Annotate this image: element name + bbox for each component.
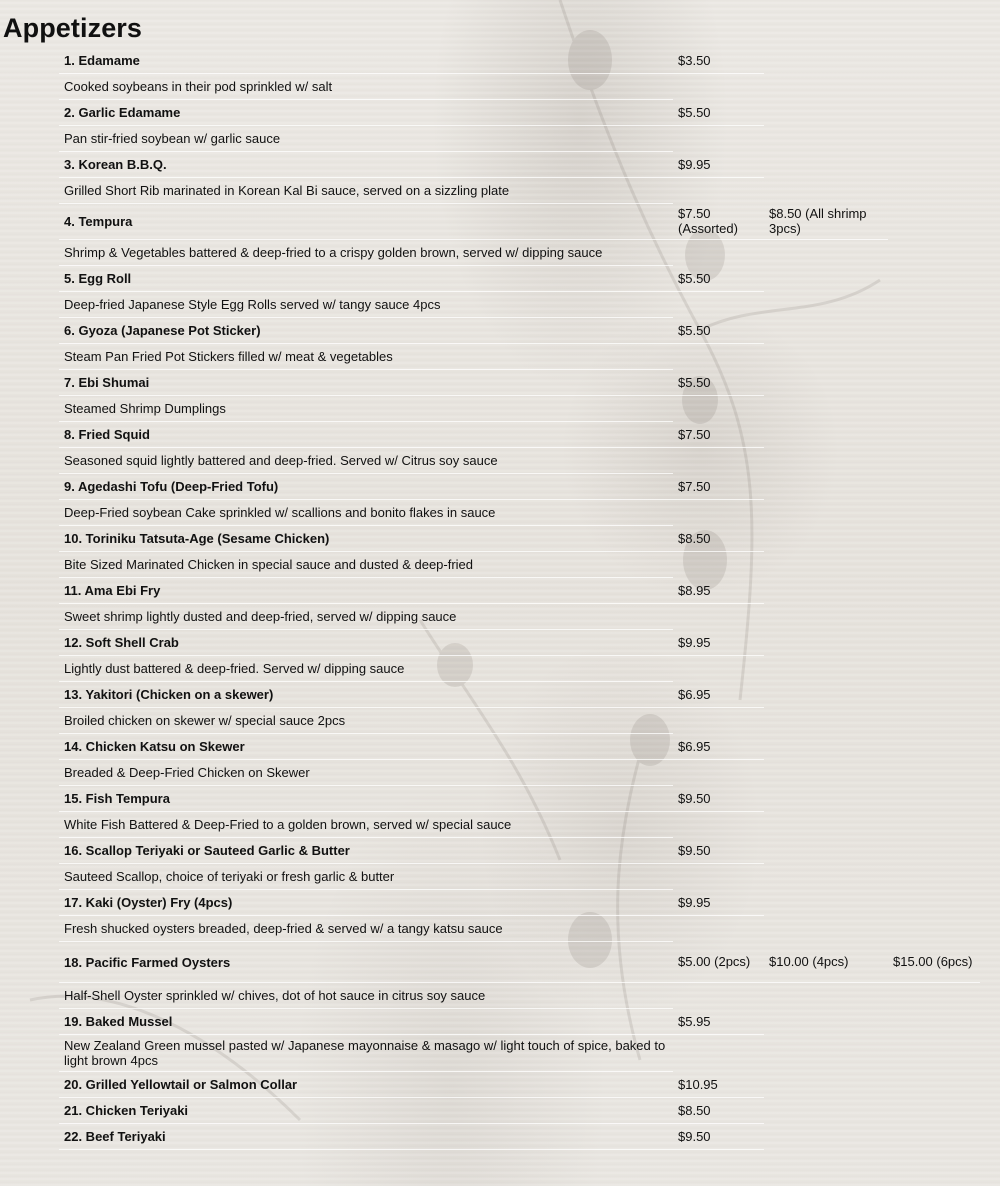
empty-cell bbox=[888, 708, 980, 734]
empty-cell bbox=[673, 983, 764, 1009]
empty-cell bbox=[673, 916, 764, 942]
empty-cell bbox=[764, 708, 888, 734]
menu-table-body bbox=[59, 48, 980, 1150]
menu-table bbox=[59, 48, 980, 1150]
empty-price-cell bbox=[764, 682, 888, 708]
empty-price-cell bbox=[888, 422, 980, 448]
menu-item-description: Seasoned squid lightly battered and deep-fried. Served w/ Citrus soy sauce bbox=[59, 448, 673, 474]
menu-item-name: 15. Fish Tempura bbox=[59, 786, 673, 812]
empty-cell bbox=[764, 604, 888, 630]
menu-item-description: Deep-fried Japanese Style Egg Rolls served w/ tangy sauce 4pcs bbox=[59, 292, 673, 318]
empty-cell bbox=[764, 292, 888, 318]
page-title: Appetizers bbox=[3, 13, 143, 43]
menu-item-price: $9.95 bbox=[673, 630, 764, 656]
empty-price-cell bbox=[764, 1124, 888, 1150]
menu-item-description: Fresh shucked oysters breaded, deep-fried & served w/ a tangy katsu sauce bbox=[59, 916, 673, 942]
empty-cell bbox=[888, 1035, 980, 1072]
empty-cell bbox=[888, 448, 980, 474]
empty-cell bbox=[888, 983, 980, 1009]
menu-item-row bbox=[59, 526, 980, 552]
empty-price-cell bbox=[888, 370, 980, 396]
empty-cell bbox=[673, 448, 764, 474]
empty-price-cell bbox=[888, 890, 980, 916]
menu-item-name: 6. Gyoza (Japanese Pot Sticker) bbox=[59, 318, 673, 344]
menu-item-row bbox=[59, 630, 980, 656]
empty-cell bbox=[888, 240, 980, 266]
empty-cell bbox=[673, 292, 764, 318]
empty-price-cell bbox=[888, 630, 980, 656]
empty-price-cell bbox=[764, 318, 888, 344]
empty-price-cell bbox=[764, 734, 888, 760]
menu-item-price: $9.50 bbox=[673, 1124, 764, 1150]
empty-price-cell bbox=[888, 100, 980, 126]
menu-item-price: $5.50 bbox=[673, 370, 764, 396]
empty-cell bbox=[673, 396, 764, 422]
empty-cell bbox=[673, 344, 764, 370]
menu-item-row bbox=[59, 1098, 980, 1124]
menu-item-price: $10.00 (4pcs) bbox=[764, 942, 888, 983]
menu-item-description: Steam Pan Fried Pot Stickers filled w/ meat & vegetables bbox=[59, 344, 673, 370]
empty-price-cell bbox=[888, 786, 980, 812]
empty-cell bbox=[673, 1035, 764, 1072]
menu-item-price: $8.50 (All shrimp 3pcs) bbox=[764, 204, 888, 240]
empty-price-cell bbox=[888, 1124, 980, 1150]
empty-price-cell bbox=[888, 1072, 980, 1098]
menu-item-description: Steamed Shrimp Dumplings bbox=[59, 396, 673, 422]
menu-item-row bbox=[59, 266, 980, 292]
empty-cell bbox=[673, 812, 764, 838]
menu-item-price: $5.00 (2pcs) bbox=[673, 942, 764, 983]
empty-price-cell bbox=[888, 838, 980, 864]
menu-item-description: Sauteed Scallop, choice of teriyaki or fresh garlic & butter bbox=[59, 864, 673, 890]
menu-item-description: Lightly dust battered & deep-fried. Served w/ dipping sauce bbox=[59, 656, 673, 682]
menu-item-row bbox=[59, 370, 980, 396]
menu-item-description-row bbox=[59, 500, 980, 526]
menu-item-description-row bbox=[59, 552, 980, 578]
menu-item-description-row bbox=[59, 604, 980, 630]
menu-item-name: 21. Chicken Teriyaki bbox=[59, 1098, 673, 1124]
menu-item-description: Cooked soybeans in their pod sprinkled w/ salt bbox=[59, 74, 673, 100]
menu-item-name: 10. Toriniku Tatsuta-Age (Sesame Chicken) bbox=[59, 526, 673, 552]
menu-item-row bbox=[59, 422, 980, 448]
empty-price-cell bbox=[888, 474, 980, 500]
menu-item-row bbox=[59, 474, 980, 500]
empty-cell bbox=[764, 74, 888, 100]
empty-price-cell bbox=[888, 152, 980, 178]
empty-cell bbox=[764, 552, 888, 578]
empty-price-cell bbox=[888, 266, 980, 292]
empty-cell bbox=[888, 500, 980, 526]
menu-item-description-row bbox=[59, 656, 980, 682]
empty-price-cell bbox=[764, 266, 888, 292]
menu-item-price: $9.95 bbox=[673, 152, 764, 178]
menu-item-price: $5.95 bbox=[673, 1009, 764, 1035]
empty-price-cell bbox=[764, 890, 888, 916]
empty-cell bbox=[673, 552, 764, 578]
empty-cell bbox=[673, 656, 764, 682]
empty-cell bbox=[888, 396, 980, 422]
empty-cell bbox=[673, 126, 764, 152]
empty-price-cell bbox=[764, 152, 888, 178]
menu-item-row bbox=[59, 734, 980, 760]
menu-item-name: 19. Baked Mussel bbox=[59, 1009, 673, 1035]
empty-price-cell bbox=[888, 1009, 980, 1035]
menu-item-row bbox=[59, 682, 980, 708]
menu-item-name: 16. Scallop Teriyaki or Sauteed Garlic & Butter bbox=[59, 838, 673, 864]
empty-price-cell bbox=[888, 734, 980, 760]
empty-price-cell bbox=[764, 1072, 888, 1098]
empty-cell bbox=[764, 864, 888, 890]
menu-item-description-row bbox=[59, 240, 980, 266]
empty-cell bbox=[764, 240, 888, 266]
menu-item-name: 9. Agedashi Tofu (Deep-Fried Tofu) bbox=[59, 474, 673, 500]
empty-price-cell bbox=[764, 370, 888, 396]
menu-item-price: $8.50 bbox=[673, 1098, 764, 1124]
empty-price-cell bbox=[764, 786, 888, 812]
menu-item-row bbox=[59, 1072, 980, 1098]
menu-item-price: $8.50 bbox=[673, 526, 764, 552]
empty-cell bbox=[888, 344, 980, 370]
empty-price-cell bbox=[888, 48, 980, 74]
empty-cell bbox=[764, 760, 888, 786]
menu-item-name: 17. Kaki (Oyster) Fry (4pcs) bbox=[59, 890, 673, 916]
menu-item-description: Pan stir-fried soybean w/ garlic sauce bbox=[59, 126, 673, 152]
menu-item-description: Broiled chicken on skewer w/ special sauce 2pcs bbox=[59, 708, 673, 734]
menu-item-name: 1. Edamame bbox=[59, 48, 673, 74]
menu-item-price: $9.95 bbox=[673, 890, 764, 916]
empty-price-cell bbox=[764, 1009, 888, 1035]
menu-item-price: $5.50 bbox=[673, 266, 764, 292]
empty-cell bbox=[764, 983, 888, 1009]
empty-cell bbox=[888, 656, 980, 682]
empty-price-cell bbox=[764, 578, 888, 604]
empty-cell bbox=[764, 1035, 888, 1072]
empty-cell bbox=[888, 916, 980, 942]
menu-item-name: 20. Grilled Yellowtail or Salmon Collar bbox=[59, 1072, 673, 1098]
menu-item-price: $9.50 bbox=[673, 838, 764, 864]
empty-cell bbox=[764, 344, 888, 370]
menu-item-price: $7.50 bbox=[673, 422, 764, 448]
menu-item-description: Shrimp & Vegetables battered & deep-fried to a crispy golden brown, served w/ dipping sauce bbox=[59, 240, 673, 266]
empty-price-cell bbox=[764, 100, 888, 126]
menu-item-description: White Fish Battered & Deep-Fried to a golden brown, served w/ special sauce bbox=[59, 812, 673, 838]
empty-price-cell bbox=[764, 630, 888, 656]
menu-item-description-row bbox=[59, 864, 980, 890]
menu-item-name: 13. Yakitori (Chicken on a skewer) bbox=[59, 682, 673, 708]
menu-item-price: $10.95 bbox=[673, 1072, 764, 1098]
menu-item-row bbox=[59, 1009, 980, 1035]
menu-item-description: Breaded & Deep-Fried Chicken on Skewer bbox=[59, 760, 673, 786]
menu-item-row bbox=[59, 578, 980, 604]
empty-price-cell bbox=[888, 318, 980, 344]
menu-item-name: 22. Beef Teriyaki bbox=[59, 1124, 673, 1150]
menu-item-name: 3. Korean B.B.Q. bbox=[59, 152, 673, 178]
empty-cell bbox=[764, 396, 888, 422]
menu-item-description-row bbox=[59, 396, 980, 422]
empty-cell bbox=[764, 500, 888, 526]
empty-price-cell bbox=[764, 474, 888, 500]
empty-price-cell bbox=[764, 838, 888, 864]
menu-item-description-row bbox=[59, 74, 980, 100]
menu-item-description-row bbox=[59, 708, 980, 734]
menu-item-price: $15.00 (6pcs) bbox=[888, 942, 980, 983]
empty-price-cell bbox=[764, 526, 888, 552]
empty-cell bbox=[673, 240, 764, 266]
empty-cell bbox=[673, 500, 764, 526]
menu-item-name: 7. Ebi Shumai bbox=[59, 370, 673, 396]
menu-item-row bbox=[59, 890, 980, 916]
empty-cell bbox=[888, 552, 980, 578]
menu-item-price: $5.50 bbox=[673, 100, 764, 126]
empty-cell bbox=[673, 760, 764, 786]
empty-cell bbox=[764, 656, 888, 682]
empty-cell bbox=[888, 812, 980, 838]
empty-cell bbox=[673, 604, 764, 630]
menu-item-name: 11. Ama Ebi Fry bbox=[59, 578, 673, 604]
menu-item-description: Bite Sized Marinated Chicken in special sauce and dusted & deep-fried bbox=[59, 552, 673, 578]
empty-cell bbox=[764, 126, 888, 152]
menu-item-name: 5. Egg Roll bbox=[59, 266, 673, 292]
menu-item-description: Deep-Fried soybean Cake sprinkled w/ scallions and bonito flakes in sauce bbox=[59, 500, 673, 526]
menu-item-price: $9.50 bbox=[673, 786, 764, 812]
empty-price-cell bbox=[888, 1098, 980, 1124]
menu-item-row bbox=[59, 838, 980, 864]
menu-item-price: $7.50 (Assorted) bbox=[673, 204, 764, 240]
menu-item-row bbox=[59, 318, 980, 344]
empty-cell bbox=[673, 864, 764, 890]
menu-item-price: $5.50 bbox=[673, 318, 764, 344]
menu-item-name: 14. Chicken Katsu on Skewer bbox=[59, 734, 673, 760]
menu-item-price: $6.95 bbox=[673, 682, 764, 708]
empty-cell bbox=[888, 292, 980, 318]
empty-price-cell bbox=[764, 48, 888, 74]
menu-item-name: 2. Garlic Edamame bbox=[59, 100, 673, 126]
menu-item-name: 8. Fried Squid bbox=[59, 422, 673, 448]
empty-cell bbox=[764, 916, 888, 942]
empty-cell bbox=[888, 864, 980, 890]
empty-cell bbox=[888, 126, 980, 152]
empty-cell bbox=[888, 178, 980, 204]
empty-cell bbox=[764, 812, 888, 838]
empty-price-cell bbox=[888, 578, 980, 604]
menu-item-description-row bbox=[59, 292, 980, 318]
empty-cell bbox=[673, 178, 764, 204]
menu-item-name: 4. Tempura bbox=[59, 204, 673, 240]
menu-item-row bbox=[59, 1124, 980, 1150]
empty-price-cell bbox=[764, 1098, 888, 1124]
menu-item-description-row bbox=[59, 178, 980, 204]
menu-item-row bbox=[59, 152, 980, 178]
menu-item-row bbox=[59, 48, 980, 74]
empty-cell bbox=[673, 74, 764, 100]
menu-item-row bbox=[59, 786, 980, 812]
menu-item-row bbox=[59, 204, 980, 240]
menu-item-name: 12. Soft Shell Crab bbox=[59, 630, 673, 656]
empty-price-cell bbox=[764, 422, 888, 448]
empty-cell bbox=[888, 604, 980, 630]
menu-item-price: $3.50 bbox=[673, 48, 764, 74]
menu-item-description-row bbox=[59, 1035, 980, 1072]
empty-price-cell bbox=[888, 526, 980, 552]
empty-price-cell bbox=[888, 682, 980, 708]
empty-cell bbox=[764, 448, 888, 474]
empty-cell bbox=[888, 74, 980, 100]
menu-item-description: Sweet shrimp lightly dusted and deep-fried, served w/ dipping sauce bbox=[59, 604, 673, 630]
menu-item-description-row bbox=[59, 344, 980, 370]
menu-item-row bbox=[59, 942, 980, 983]
menu-item-description-row bbox=[59, 126, 980, 152]
menu-item-price: $8.95 bbox=[673, 578, 764, 604]
menu-item-price: $6.95 bbox=[673, 734, 764, 760]
menu-item-description: Half-Shell Oyster sprinkled w/ chives, dot of hot sauce in citrus soy sauce bbox=[59, 983, 673, 1009]
menu-item-description-row bbox=[59, 448, 980, 474]
empty-price-cell bbox=[888, 204, 980, 240]
menu-item-description: Grilled Short Rib marinated in Korean Kal Bi sauce, served on a sizzling plate bbox=[59, 178, 673, 204]
menu-item-price: $7.50 bbox=[673, 474, 764, 500]
menu-item-description-row bbox=[59, 760, 980, 786]
empty-cell bbox=[888, 760, 980, 786]
empty-cell bbox=[673, 708, 764, 734]
menu-item-description-row bbox=[59, 983, 980, 1009]
menu-item-row bbox=[59, 100, 980, 126]
menu-item-description-row bbox=[59, 812, 980, 838]
menu-item-description-row bbox=[59, 916, 980, 942]
menu-item-description: New Zealand Green mussel pasted w/ Japanese mayonnaise & masago w/ light touch of spice, baked to light brown 4pcs bbox=[59, 1035, 673, 1072]
menu-item-name: 18. Pacific Farmed Oysters bbox=[59, 942, 673, 983]
empty-cell bbox=[764, 178, 888, 204]
